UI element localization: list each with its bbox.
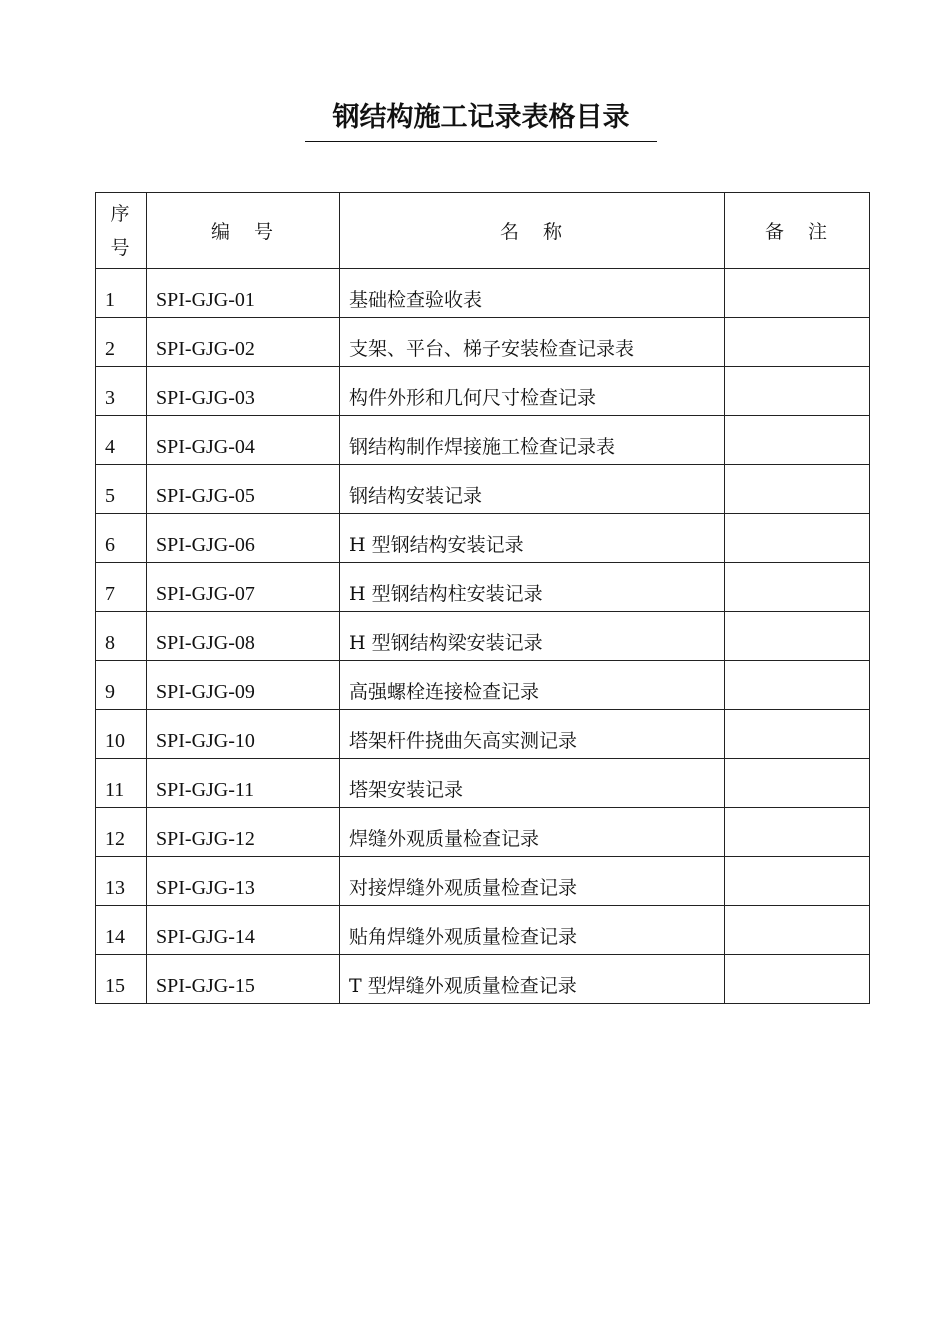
- table-row: [96, 661, 870, 710]
- row-code: SPI-GJG-13: [156, 877, 255, 899]
- row-code-cell: [147, 416, 340, 465]
- row-seq: 2: [105, 338, 115, 360]
- row-name: H 型钢结构梁安装记录: [349, 632, 543, 654]
- row-name: 对接焊缝外观质量检查记录: [349, 877, 578, 899]
- table-row: [96, 514, 870, 563]
- row-remark-cell: [725, 465, 870, 514]
- row-name-cell: [340, 563, 725, 612]
- row-remark-cell: [725, 759, 870, 808]
- row-name-cell: [340, 710, 725, 759]
- row-name-cell: [340, 514, 725, 563]
- row-remark-cell: [725, 955, 870, 1004]
- header-code: 编 号: [147, 193, 340, 269]
- row-name: 钢结构安装记录: [349, 485, 483, 507]
- row-remark-cell: [725, 612, 870, 661]
- row-seq: 10: [105, 730, 125, 752]
- row-remark-cell: [725, 563, 870, 612]
- row-code-cell: [147, 563, 340, 612]
- table-row: [96, 955, 870, 1004]
- row-code: SPI-GJG-12: [156, 828, 255, 850]
- table-row: [96, 808, 870, 857]
- row-remark-cell: [725, 906, 870, 955]
- row-code: SPI-GJG-14: [156, 926, 255, 948]
- row-name-cell: [340, 906, 725, 955]
- row-code-cell: [147, 269, 340, 318]
- table-row: [96, 612, 870, 661]
- row-code-cell: [147, 318, 340, 367]
- row-remark: [725, 361, 869, 366]
- row-name: 基础检查验收表: [349, 289, 483, 311]
- row-remark: [725, 900, 869, 905]
- row-name: 贴角焊缝外观质量检查记录: [349, 926, 578, 948]
- row-code: SPI-GJG-11: [156, 779, 255, 801]
- row-code-cell: [147, 661, 340, 710]
- row-seq: 5: [105, 485, 115, 507]
- table-body: [96, 269, 870, 1004]
- row-name: 焊缝外观质量检查记录: [349, 828, 540, 850]
- row-remark: [725, 410, 869, 415]
- table-row: [96, 710, 870, 759]
- row-seq-cell: [96, 269, 147, 318]
- row-name: H 型钢结构柱安装记录: [349, 583, 543, 605]
- row-remark: [725, 606, 869, 611]
- row-seq-cell: [96, 465, 147, 514]
- row-remark-cell: [725, 367, 870, 416]
- title-underline: [305, 141, 657, 142]
- row-seq: 11: [105, 779, 125, 801]
- table-row: [96, 367, 870, 416]
- header-seq-label: 序 号: [110, 202, 132, 259]
- row-seq: 12: [105, 828, 125, 850]
- row-remark: [725, 459, 869, 464]
- row-name-cell: [340, 612, 725, 661]
- row-seq-cell: [96, 857, 147, 906]
- row-name-cell: [340, 465, 725, 514]
- row-seq: 3: [105, 387, 115, 409]
- row-code: SPI-GJG-03: [156, 387, 255, 409]
- row-name: 高强螺栓连接检查记录: [349, 681, 540, 703]
- row-code-cell: [147, 465, 340, 514]
- row-name: 塔架杆件挠曲矢高实测记录: [349, 730, 578, 752]
- row-remark: [725, 312, 869, 317]
- row-seq: 4: [105, 436, 115, 458]
- header-remark: 备 注: [725, 193, 870, 269]
- row-name-cell: [340, 269, 725, 318]
- row-remark-cell: [725, 318, 870, 367]
- row-remark: [725, 998, 869, 1003]
- row-remark-cell: [725, 269, 870, 318]
- row-code: SPI-GJG-05: [156, 485, 255, 507]
- row-remark: [725, 851, 869, 856]
- row-seq-cell: [96, 710, 147, 759]
- table-row: [96, 269, 870, 318]
- row-seq-cell: [96, 955, 147, 1004]
- row-remark: [725, 753, 869, 758]
- row-seq: 9: [105, 681, 115, 703]
- row-seq: 8: [105, 632, 115, 654]
- header-name: 名 称: [340, 193, 725, 269]
- row-remark: [725, 704, 869, 709]
- table-row: [96, 563, 870, 612]
- row-seq: 1: [105, 289, 115, 311]
- row-seq: 14: [105, 926, 125, 948]
- row-seq-cell: [96, 514, 147, 563]
- row-code-cell: [147, 906, 340, 955]
- row-code: SPI-GJG-07: [156, 583, 255, 605]
- row-remark: [725, 508, 869, 513]
- row-remark: [725, 557, 869, 562]
- row-code-cell: [147, 955, 340, 1004]
- row-remark: [725, 655, 869, 660]
- row-seq-cell: [96, 906, 147, 955]
- row-name: T 型焊缝外观质量检查记录: [349, 975, 577, 997]
- table-row: [96, 465, 870, 514]
- row-seq-cell: [96, 808, 147, 857]
- row-remark-cell: [725, 416, 870, 465]
- row-name-cell: [340, 857, 725, 906]
- row-code: SPI-GJG-01: [156, 289, 255, 311]
- row-remark-cell: [725, 808, 870, 857]
- catalog-table: [95, 192, 870, 1004]
- row-code-cell: [147, 759, 340, 808]
- table-header-row: [96, 193, 870, 269]
- row-name: 钢结构制作焊接施工检查记录表: [349, 436, 616, 458]
- row-code: SPI-GJG-08: [156, 632, 255, 654]
- row-code-cell: [147, 808, 340, 857]
- row-code-cell: [147, 612, 340, 661]
- row-code: SPI-GJG-09: [156, 681, 255, 703]
- row-name-cell: [340, 661, 725, 710]
- row-remark-cell: [725, 857, 870, 906]
- table-row: [96, 416, 870, 465]
- row-name: 支架、平台、梯子安装检查记录表: [349, 338, 635, 360]
- row-seq-cell: [96, 367, 147, 416]
- row-seq-cell: [96, 759, 147, 808]
- row-name: 构件外形和几何尺寸检查记录: [349, 387, 597, 409]
- row-code-cell: [147, 367, 340, 416]
- row-name-cell: [340, 318, 725, 367]
- row-code: SPI-GJG-04: [156, 436, 255, 458]
- row-remark: [725, 949, 869, 954]
- row-seq: 6: [105, 534, 115, 556]
- row-code: SPI-GJG-10: [156, 730, 255, 752]
- row-remark-cell: [725, 514, 870, 563]
- document-title: 钢结构施工记录表格目录: [332, 102, 630, 133]
- row-seq: 13: [105, 877, 125, 899]
- row-remark-cell: [725, 710, 870, 759]
- row-code-cell: [147, 857, 340, 906]
- table-row: [96, 759, 870, 808]
- row-name: 塔架安装记录: [349, 779, 464, 801]
- header-seq: [96, 193, 147, 269]
- row-name-cell: [340, 808, 725, 857]
- table-row: [96, 857, 870, 906]
- row-remark-cell: [725, 661, 870, 710]
- row-remark: [725, 802, 869, 807]
- row-code-cell: [147, 710, 340, 759]
- table-row: [96, 318, 870, 367]
- row-name-cell: [340, 416, 725, 465]
- row-seq-cell: [96, 612, 147, 661]
- row-name-cell: [340, 955, 725, 1004]
- row-seq-cell: [96, 563, 147, 612]
- row-name-cell: [340, 367, 725, 416]
- row-code: SPI-GJG-06: [156, 534, 255, 556]
- row-seq: 7: [105, 583, 115, 605]
- row-code-cell: [147, 514, 340, 563]
- row-name: H 型钢结构安装记录: [349, 534, 524, 556]
- row-code: SPI-GJG-02: [156, 338, 255, 360]
- row-seq: 15: [105, 975, 125, 997]
- row-seq-cell: [96, 416, 147, 465]
- row-name-cell: [340, 759, 725, 808]
- table-row: [96, 906, 870, 955]
- row-seq-cell: [96, 318, 147, 367]
- row-code: SPI-GJG-15: [156, 975, 255, 997]
- row-seq-cell: [96, 661, 147, 710]
